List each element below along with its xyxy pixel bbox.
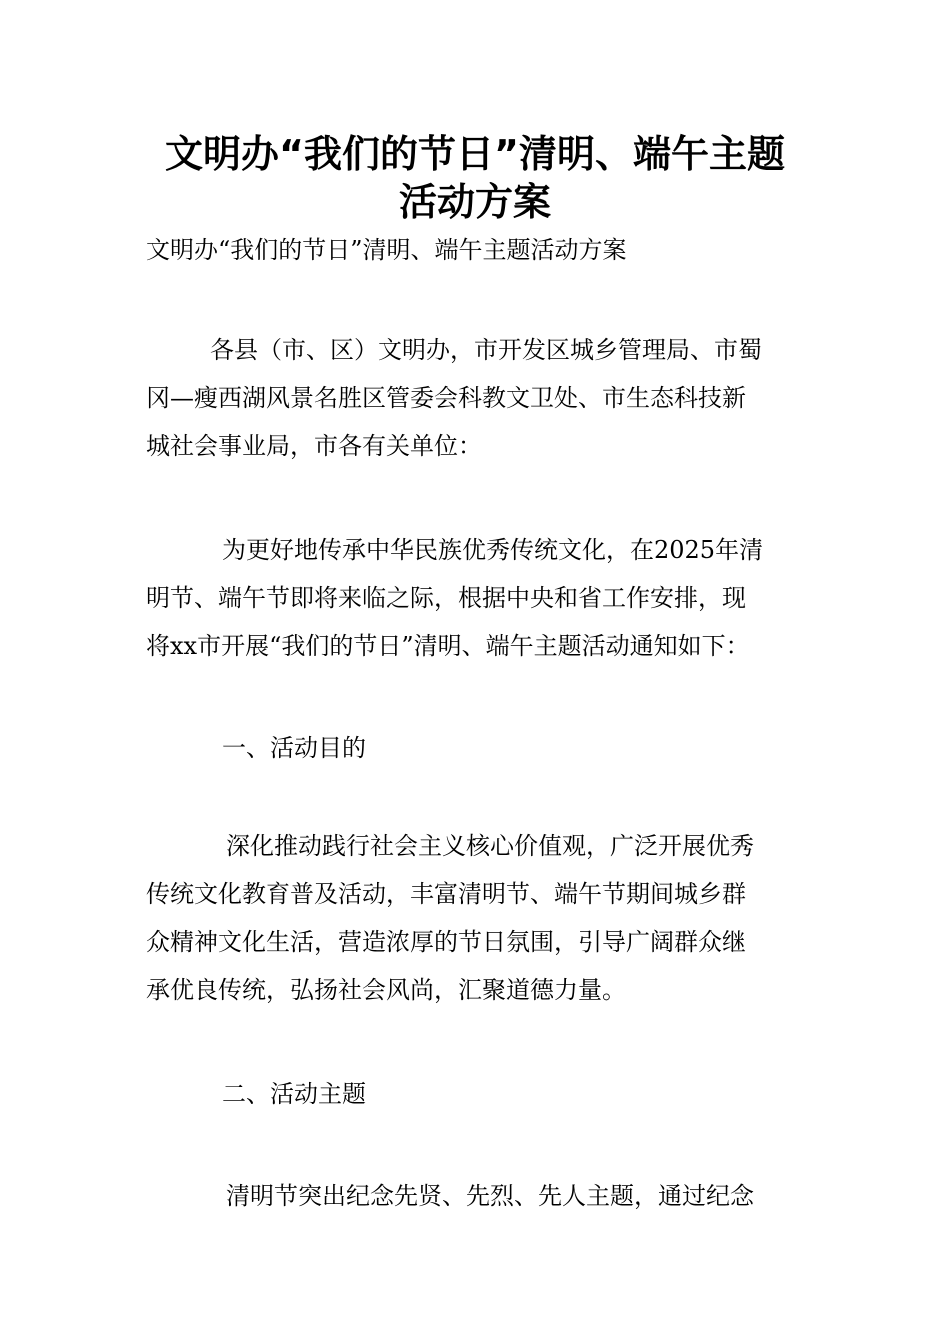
section-1-line-4: 承优良传统，弘扬社会风尚，汇聚道德力量。 (146, 976, 626, 1004)
document-title-line-2: 活动方案 (398, 180, 551, 224)
section-1-line-1: 深化推动践行社会主义核心价值观，广泛开展优秀 (226, 832, 754, 860)
document-title-line-1: 文明办“我们的节日”清明、端午主题 (165, 132, 785, 176)
intro-line-3: 将xx市开展“我们的节日”清明、端午主题活动通知如下： (146, 632, 750, 660)
section-1-heading: 一、活动目的 (222, 734, 366, 762)
salutation-line-1: 各县（市、区）文明办，市开发区城乡管理局、市蜀 (210, 336, 762, 364)
section-2-line-1: 清明节突出纪念先贤、先烈、先人主题，通过纪念 (226, 1182, 754, 1210)
intro-line-2: 明节、端午节即将来临之际，根据中央和省工作安排，现 (146, 584, 746, 612)
section-2-heading: 二、活动主题 (222, 1080, 366, 1108)
section-1-line-3: 众精神文化生活，营造浓厚的节日氛围，引导广阔群众继 (146, 928, 746, 956)
salutation-line-3: 城社会事业局，市各有关单位： (146, 432, 482, 460)
salutation-line-2: 冈—瘦西湖风景名胜区管委会科教文卫处、市生态科技新 (146, 384, 746, 412)
section-1-line-2: 传统文化教育普及活动，丰富清明节、端午节期间城乡群 (146, 880, 746, 908)
intro-line-1: 为更好地传承中华民族优秀传统文化，在2025年清 (222, 536, 764, 564)
document-subtitle: 文明办“我们的节日”清明、端午主题活动方案 (146, 236, 627, 264)
